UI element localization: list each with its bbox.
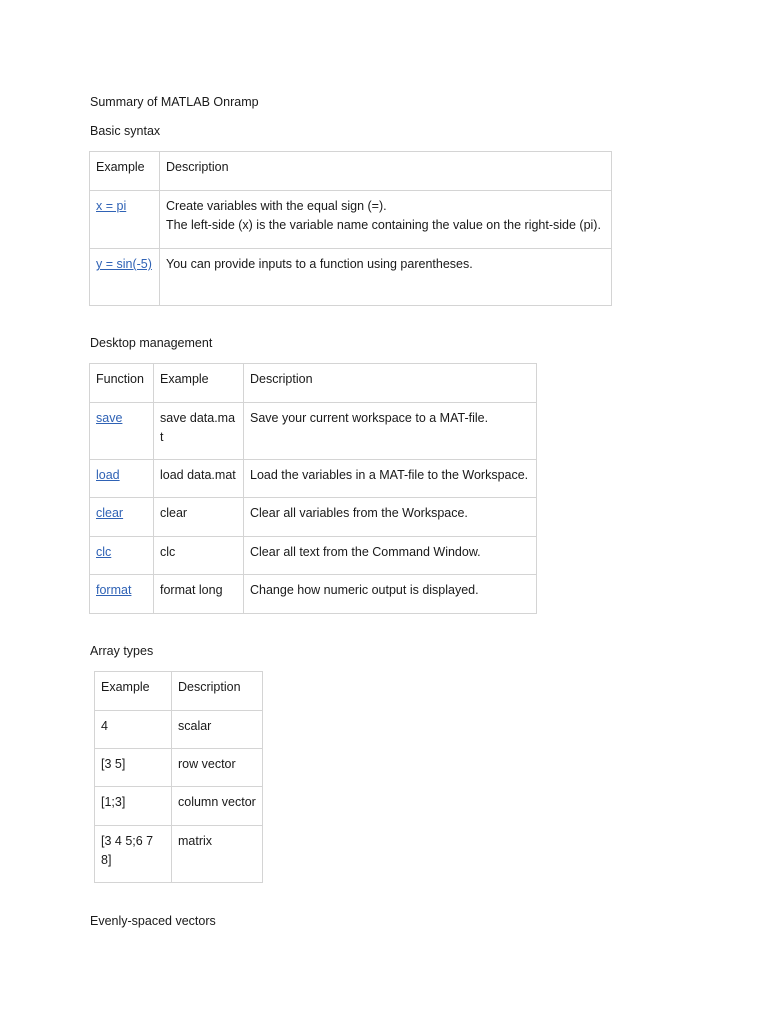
example-cell: [3 4 5;6 7 8] xyxy=(95,826,172,883)
description-cell xyxy=(160,191,612,249)
table-row xyxy=(90,403,537,460)
table-header-row xyxy=(95,672,263,711)
description-line: You can provide inputs to a function using parentheses. xyxy=(166,257,473,271)
column-header: Function xyxy=(90,364,154,403)
table-row xyxy=(90,249,612,306)
example-cell xyxy=(90,249,160,306)
table-row xyxy=(90,575,537,614)
description-cell: column vector xyxy=(172,787,263,826)
table-row xyxy=(90,498,537,537)
section-heading-evenly-spaced: Evenly-spaced vectors xyxy=(90,914,216,928)
function-link-load[interactable]: load xyxy=(96,468,120,482)
description-cell: Load the variables in a MAT-file to the Workspace. xyxy=(244,460,537,498)
example-cell: load data.mat xyxy=(154,460,244,498)
table-row xyxy=(95,749,263,787)
table-header-row xyxy=(90,364,537,403)
function-cell xyxy=(90,537,154,575)
table-row xyxy=(95,787,263,826)
example-cell: [3 5] xyxy=(95,749,172,787)
example-cell: clear xyxy=(154,498,244,537)
basic-syntax-table xyxy=(89,151,612,306)
function-cell xyxy=(90,575,154,614)
section-heading-desktop-management: Desktop management xyxy=(90,336,213,350)
description-cell: row vector xyxy=(172,749,263,787)
description-cell xyxy=(160,249,612,306)
function-link-clear[interactable]: clear xyxy=(96,506,124,520)
table-row xyxy=(90,191,612,249)
function-cell xyxy=(90,498,154,537)
description-line: The left-side (x) is the variable name containing the value on the right-side (pi). xyxy=(166,218,601,232)
column-header: Description xyxy=(244,364,537,403)
description-cell: Save your current workspace to a MAT-file. xyxy=(244,403,537,460)
example-cell: save data.mat xyxy=(154,403,244,460)
description-cell: scalar xyxy=(172,711,263,749)
example-cell: format long xyxy=(154,575,244,614)
example-link[interactable]: y = sin(-5) xyxy=(96,257,152,271)
function-link-format[interactable]: format xyxy=(96,583,132,597)
function-cell xyxy=(90,460,154,498)
example-link[interactable]: x = pi xyxy=(96,199,127,213)
section-heading-array-types: Array types xyxy=(90,644,154,658)
description-line: Create variables with the equal sign (=). xyxy=(166,199,387,213)
description-cell: Clear all variables from the Workspace. xyxy=(244,498,537,537)
column-header: Example xyxy=(90,152,160,191)
description-cell: Clear all text from the Command Window. xyxy=(244,537,537,575)
column-header: Example xyxy=(95,672,172,711)
function-cell xyxy=(90,403,154,460)
example-cell: 4 xyxy=(95,711,172,749)
function-link-save[interactable]: save xyxy=(96,411,123,425)
description-cell: Change how numeric output is displayed. xyxy=(244,575,537,614)
description-cell: matrix xyxy=(172,826,263,883)
table-row xyxy=(90,537,537,575)
desktop-management-table xyxy=(89,363,537,614)
column-header: Example xyxy=(154,364,244,403)
document-title: Summary of MATLAB Onramp xyxy=(90,95,259,109)
table-row xyxy=(95,711,263,749)
table-header-row xyxy=(90,152,612,191)
table-row xyxy=(95,826,263,883)
example-cell: clc xyxy=(154,537,244,575)
table-row xyxy=(90,460,537,498)
column-header: Description xyxy=(160,152,612,191)
example-cell xyxy=(90,191,160,249)
column-header: Description xyxy=(172,672,263,711)
function-link-clc[interactable]: clc xyxy=(96,545,112,559)
example-cell: [1;3] xyxy=(95,787,172,826)
array-types-table xyxy=(94,671,263,883)
section-heading-basic-syntax: Basic syntax xyxy=(90,124,161,138)
